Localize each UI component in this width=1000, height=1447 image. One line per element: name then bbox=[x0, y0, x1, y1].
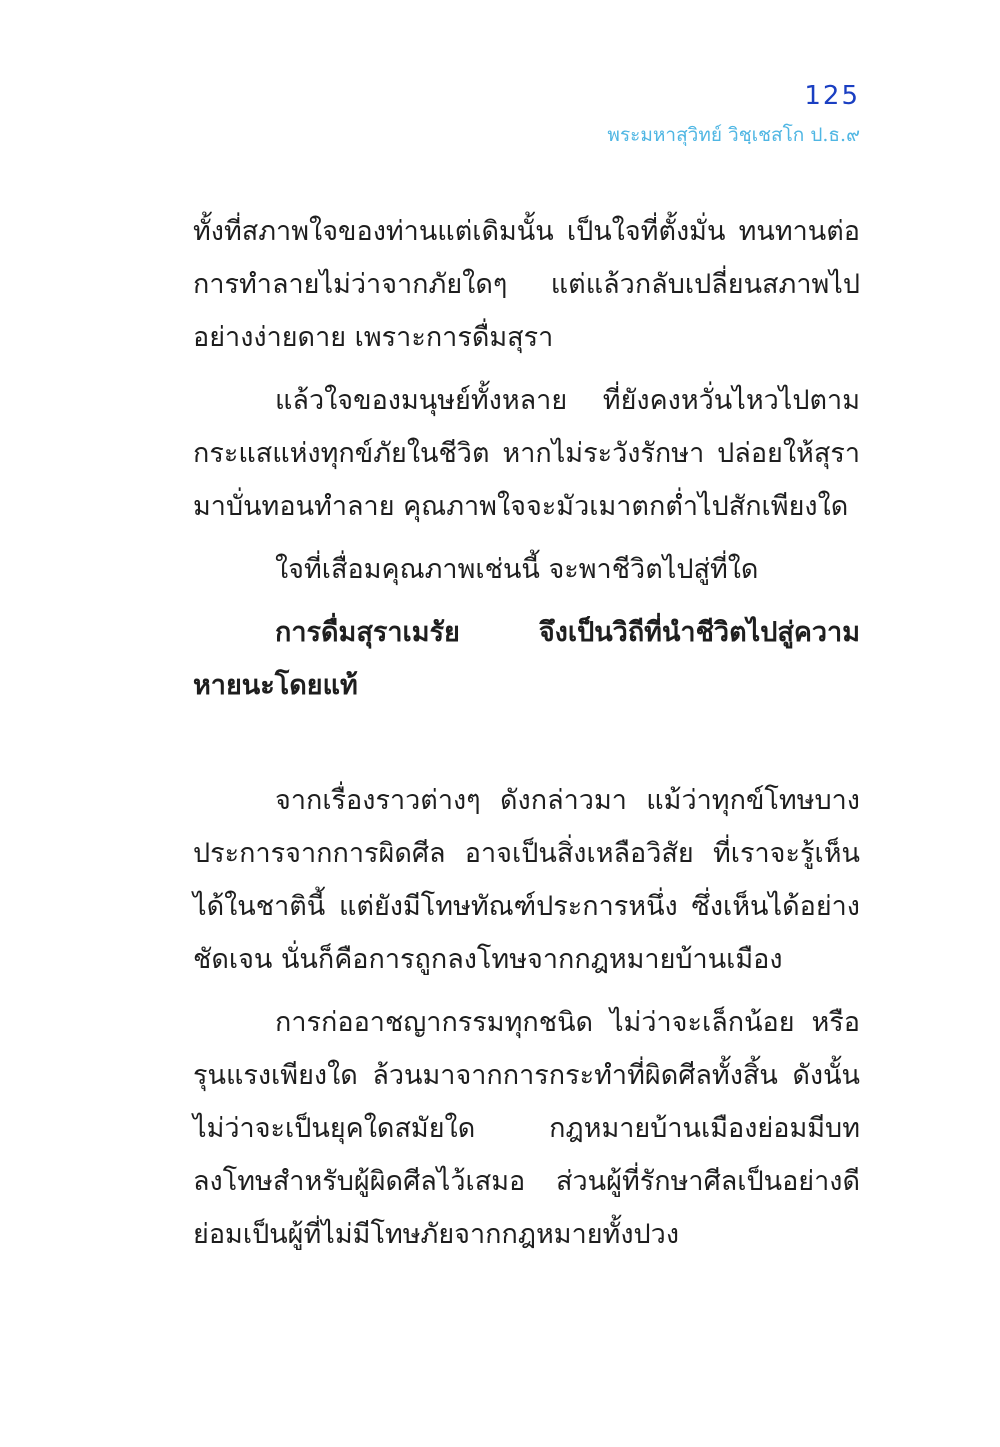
paragraph-6: การก่ออาชญากรรมทุกชนิด ไม่ว่าจะเล็กน้อย หรือรุนแรงเพียงใด ล้วนมาจากการกระทำที่ผิดศีลทั้งสิ้น ดังนั้นไม่ว่าจะเป็นยุคใดสมัยใด กฎหมายบ้านเมืองย่อมมีบทลงโทษสำหรับผู้ผิดศีลไว้เสมอ ส่วนผู้ที่รักษาศีลเป็นอย่างดี ย่อมเป็นผู้ที่ไม่มีโทษภัยจากกฎหมายทั้งปวง bbox=[193, 1007, 860, 1250]
paragraph-3: ใจที่เสื่อมคุณภาพเช่นนี้ จะพาชีวิตไปสู่ที่ใด bbox=[275, 554, 759, 585]
body-text bbox=[193, 205, 860, 1271]
paragraph-1: ทั้งที่สภาพใจของท่านแต่เดิมนั้น เป็นใจที่ตั้งมั่น ทนทานต่อการทำลายไม่ว่าจากภัยใดๆ แต่แล้วกลับเปลี่ยนสภาพไปอย่างง่ายดาย เพราะการดื่มสุรา bbox=[193, 216, 860, 353]
running-head: พระมหาสุวิทย์ วิชฺเชสโก ป.ธ.๙ bbox=[607, 124, 860, 146]
page-header bbox=[460, 78, 860, 152]
paragraph-4-emphasis: การดื่มสุราเมรัย จึงเป็นวิถีที่นำชีวิตไปสู่ความหายนะโดยแท้ bbox=[193, 617, 860, 701]
paragraph-5: จากเรื่องราวต่างๆ ดังกล่าวมา แม้ว่าทุกข์โทษบางประการจากการผิดศีล อาจเป็นสิ่งเหลือวิสัย ที่เราจะรู้เห็นได้ในชาตินี้ แต่ยังมีโทษทัณฑ์ประการหนึ่ง ซึ่งเห็นได้อย่างชัดเจน นั่นก็คือการถูกลงโทษจากกฎหมายบ้านเมือง bbox=[193, 785, 860, 975]
section-spacer bbox=[193, 722, 860, 774]
page-number: 125 bbox=[804, 81, 860, 111]
paragraph-2: แล้วใจของมนุษย์ทั้งหลาย ที่ยังคงหวั่นไหวไปตามกระแสแห่งทุกข์ภัยในชีวิต หากไม่ระวังรักษา ปล่อยให้สุรามาบั่นทอนทำลาย คุณภาพใจจะมัวเมาตกต่ำไปสักเพียงใด bbox=[193, 385, 860, 522]
